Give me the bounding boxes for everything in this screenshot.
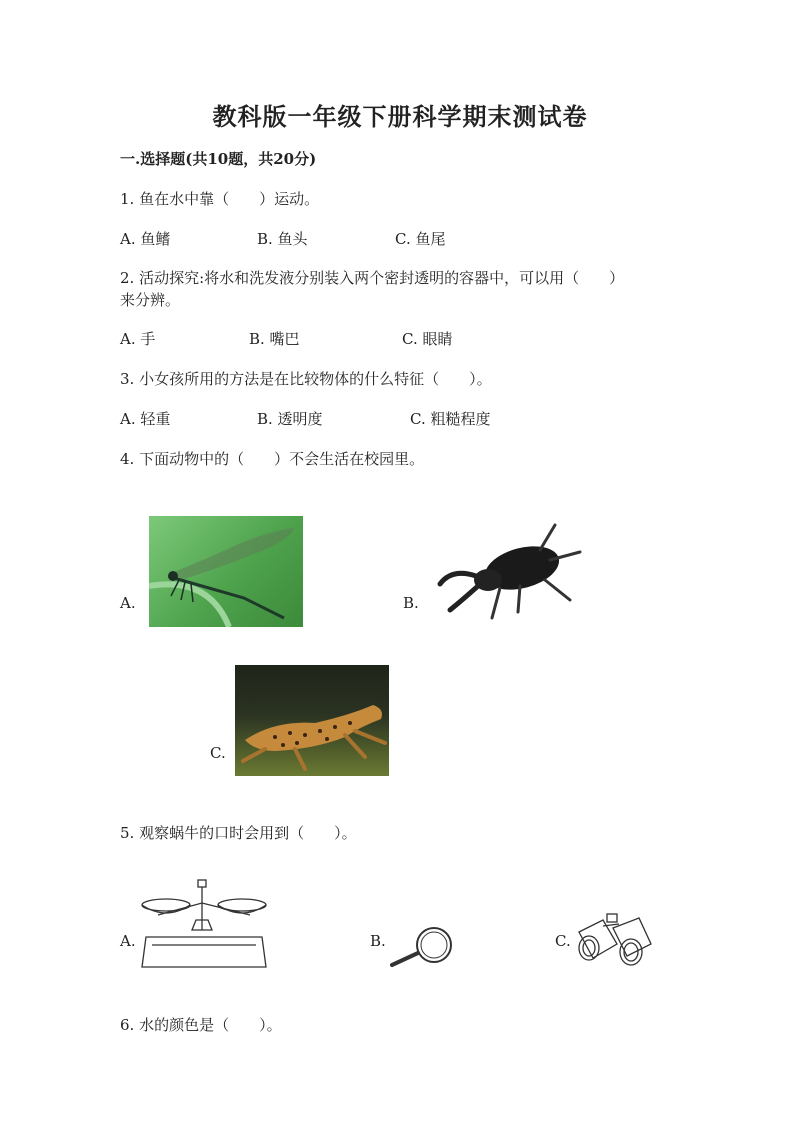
q3-option-c: C. 粗糙程度 — [410, 410, 491, 428]
question-2-line-2: 来分辨。 — [120, 291, 181, 309]
q4-option-a: A. — [120, 594, 136, 612]
q5-option-b: B. — [370, 932, 386, 950]
q2-option-c: C. 眼睛 — [402, 330, 453, 348]
q3-option-b: B. 透明度 — [257, 410, 323, 428]
question-4: 4. 下面动物中的（ ）不会生活在校园里。 — [120, 450, 425, 468]
magnifying-glass-image — [386, 925, 456, 969]
dragonfly-image — [149, 516, 303, 627]
q3-option-a: A. 轻重 — [120, 410, 171, 428]
q4-option-c: C. — [210, 744, 226, 762]
question-6: 6. 水的颜色是（ ）。 — [120, 1016, 282, 1034]
section-heading: 一.选择题(共10题，共20分) — [120, 150, 317, 168]
q1-option-c: C. 鱼尾 — [395, 230, 446, 248]
question-3: 3. 小女孩所用的方法是在比较物体的什么特征（ ）。 — [120, 370, 492, 388]
question-2-line-1: 2. 活动探究:将水和洗发液分别装入两个密封透明的容器中，可以用（ ） — [120, 269, 625, 287]
balance-scale-image — [138, 875, 270, 972]
stag-beetle-image — [430, 520, 585, 628]
q1-option-b: B. 鱼头 — [257, 230, 308, 248]
q1-option-a: A. 鱼鳍 — [120, 230, 171, 248]
question-1: 1. 鱼在水中靠（ ）运动。 — [120, 190, 320, 208]
q4-option-b: B. — [403, 594, 419, 612]
binoculars-image — [573, 910, 657, 970]
q2-option-a: A. 手 — [120, 330, 156, 348]
cheetah-image — [235, 665, 389, 776]
q5-option-c: C. — [555, 932, 571, 950]
page-title: 教科版一年级下册科学期末测试卷 — [212, 102, 588, 131]
question-5: 5. 观察蜗牛的口时会用到（ ）。 — [120, 824, 357, 842]
q2-option-b: B. 嘴巴 — [249, 330, 300, 348]
q5-option-a: A. — [120, 932, 136, 950]
